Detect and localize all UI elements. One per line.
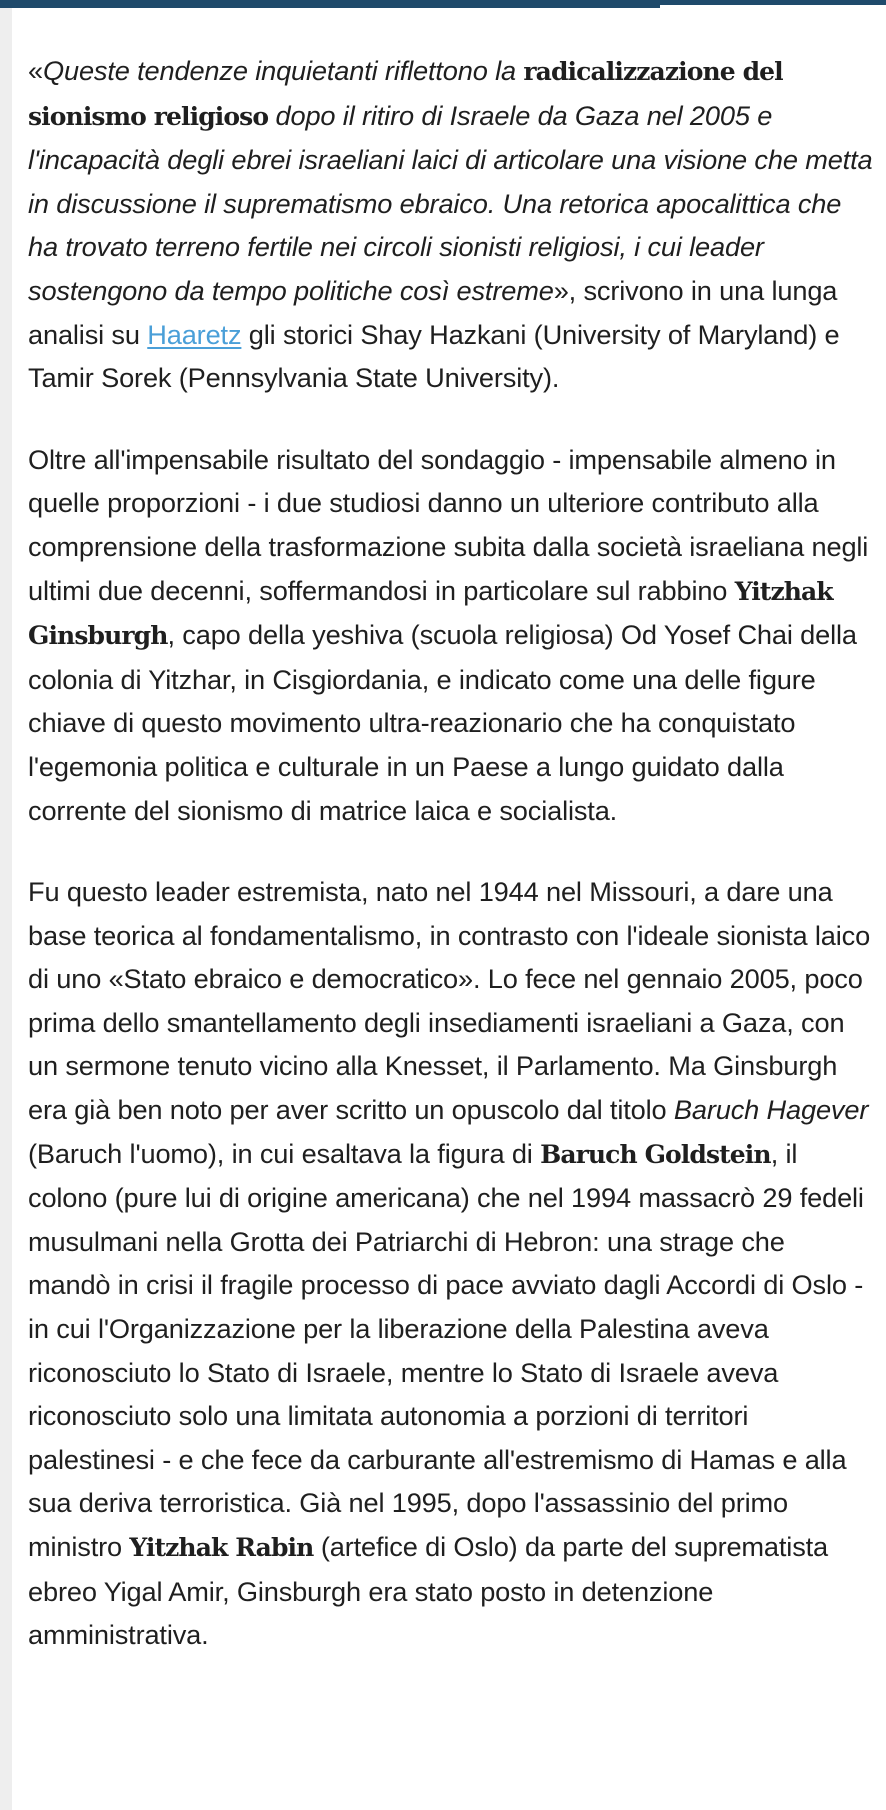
emphasis-yitzhak-ginsburgh: Yitzhak Ginsburgh — [28, 576, 833, 651]
paragraph-3-text-1: Fu questo leader estremista, nato nel 1944 nel Missouri, a dare una base teorica al fondamentalismo, in contrasto con l'ideale sionista laico di uno «Stato ebraico e democratico». Lo fece nel gennaio 2005, poco prima dello smantellamento degli insediamenti israeliani a Gaza, con un sermone tenuto vicino alla Knesset, il Parlamento. Ma Ginsburgh era già ben noto per aver scritto un opuscolo dal titolo — [28, 876, 871, 1126]
paragraph-3-text-2: (Baruch l'uomo), in cui esaltava la figura di — [28, 1137, 541, 1169]
article-body — [28, 49, 874, 1695]
paragraph-3 — [28, 870, 874, 1657]
attribution-text-2: gli storici Shay Hazkani (University of Maryland) e Tamir Sorek (Pennsylvania State University). — [28, 318, 840, 394]
paragraph-3-text-4: (artefice di Oslo) da parte del suprematista ebreo Yigal Amir, Ginsburgh era stato posto in detenzione amministrativa. — [28, 1531, 829, 1651]
top-bar-tail — [660, 0, 886, 5]
paragraph-3-text-3: , il colono (pure lui di origine americana) che nel 1994 massacrò 29 fedeli musulmani nella Grotta dei Patriarchi di Hebron: una strage che mandò in crisi il fragile processo di pace avviato dagli Accordi di Oslo - in cui l'Organizzazione per la liberazione della Palestina aveva riconosciuto lo Stato di Israele, mentre lo Stato di Israele aveva riconosciuto solo una limitata autonomia a porzioni di territori palestinesi - e che fece da carburante all'estremismo di Hamas e alla sua deriva terroristica. Già nel 1995, dopo l'assassinio del primo ministro — [28, 1137, 864, 1562]
quote-text-2: dopo il ritiro di Israele da Gaza nel 2005 e l'incapacità degli ebrei israeliani laici di articolare una visione che metta in discussione il suprematismo ebraico. Una retorica apocalittica che ha trovato terreno fertile nei circoli sionisti religiosi, i cui leader sostengono da tempo politiche così estreme — [28, 99, 873, 306]
emphasis-radicalizzazione: radicalizzazione del sionismo religioso — [28, 57, 783, 131]
emphasis-baruch-goldstein: Baruch Goldstein — [540, 1139, 771, 1169]
title-baruch-hagever: Baruch Hagever — [673, 1094, 869, 1126]
attribution-text-1: », scrivono in una lunga analisi su — [28, 274, 838, 350]
quote-text-1: Queste tendenze inquietanti riflettono la — [42, 55, 524, 86]
open-quote: « — [28, 55, 43, 86]
paragraph-2-text-1: Oltre all'impensabile risultato del sondaggio - impensabile almeno in quelle proporzioni - i due studiosi danno un ulteriore contributo alla comprensione della trasformazione subita dalla società israeliana negli ultimi due decenni, soffermandosi in particolare sul rabbino — [28, 443, 869, 606]
top-bar — [0, 0, 660, 8]
emphasis-yitzhak-rabin: Yitzhak Rabin — [129, 1533, 314, 1562]
paragraph-2 — [28, 438, 874, 832]
paragraph-2-text-2: , capo della yeshiva (scuola religiosa) Od Yosef Chai della colonia di Yitzhar, in Cisgiordania, e indicato come una delle figure chiave di questo movimento ultra-reazionario che ha conquistato l'egemonia politica e culturale in un Paese a lungo guidato dalla corrente del sionismo di matrice laica e socialista. — [28, 619, 857, 826]
left-gutter — [0, 8, 12, 1810]
haaretz-link[interactable]: Haaretz — [147, 318, 242, 350]
paragraph-1 — [28, 49, 874, 400]
